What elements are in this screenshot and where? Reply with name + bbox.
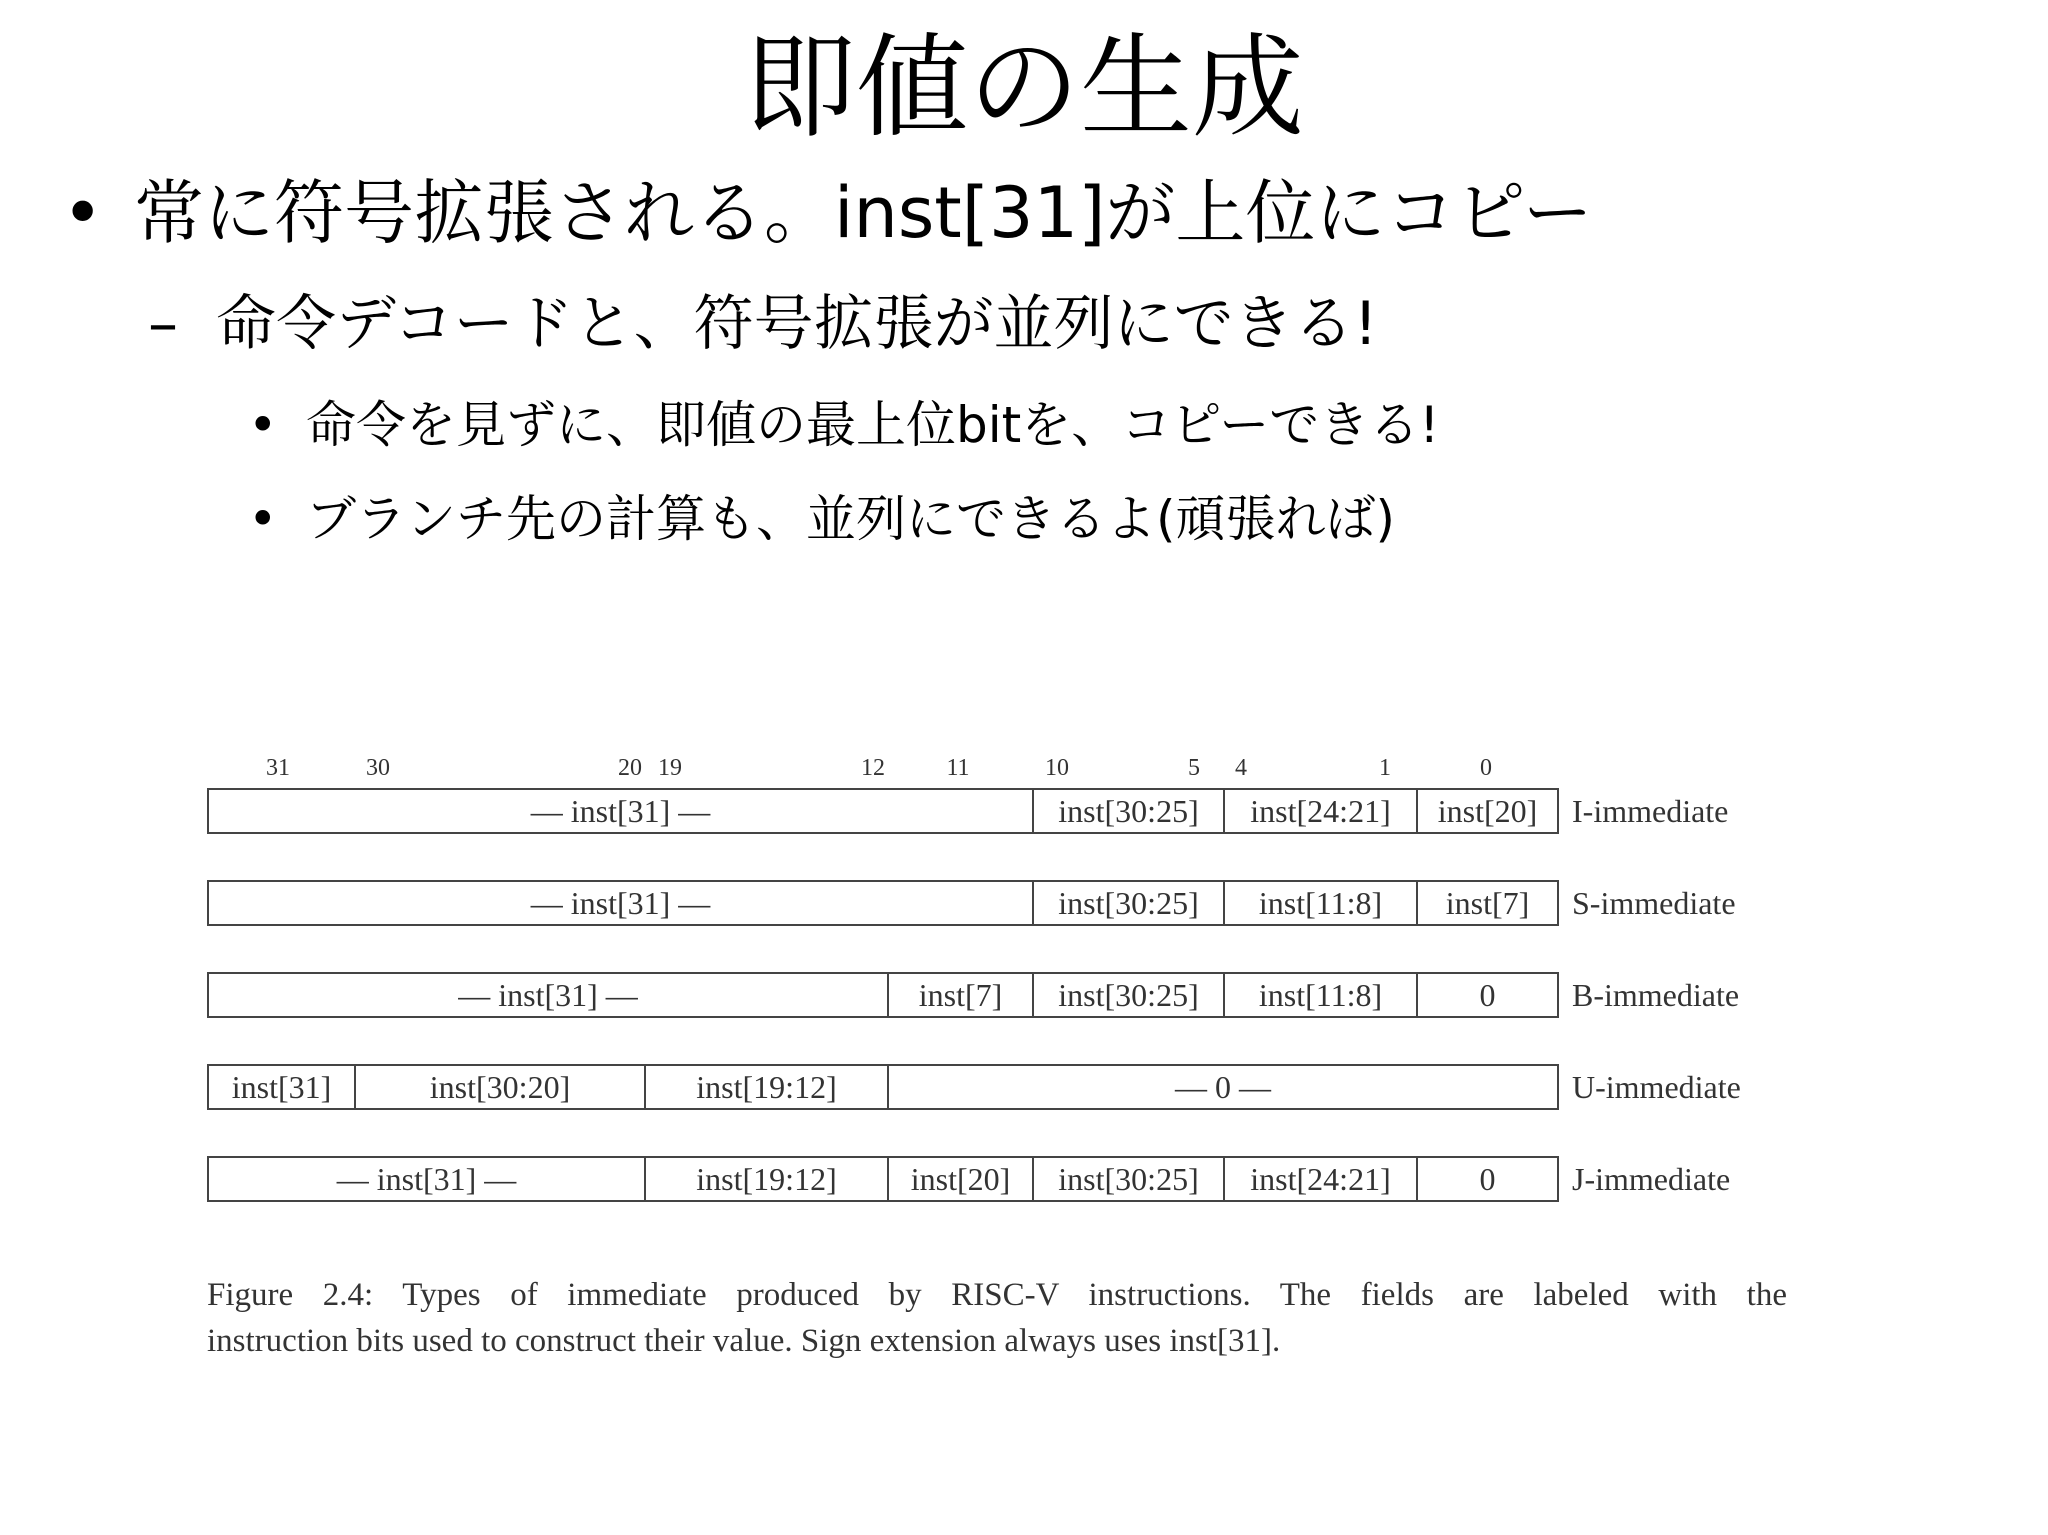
field: inst[24:21] [1223, 1158, 1416, 1200]
i-immediate-row [207, 788, 1559, 834]
b-immediate-row [207, 972, 1559, 1018]
field: — inst[31] — [336, 1161, 517, 1197]
row-label: S-immediate [1572, 885, 1736, 921]
field: inst[30:25] [1032, 974, 1223, 1016]
field: 0 [1416, 974, 1557, 1016]
row-label: I-immediate [1572, 793, 1729, 829]
bullet-marker: • [62, 172, 104, 254]
bit-number: 10 [1045, 755, 1069, 781]
field: — inst[31] — [530, 793, 711, 829]
bit-number: 12 [861, 755, 885, 781]
bullet-text: 命令デコードと、符号拡張が並列にできる! [216, 289, 1378, 359]
field: inst[20] [887, 1158, 1032, 1200]
field: inst[7] [887, 974, 1032, 1016]
field: inst[19:12] [644, 1066, 887, 1108]
bit-number: 20 [618, 755, 642, 781]
bullet-level3 [248, 486, 1395, 552]
bullet-text: 命令を見ずに、即値の最上位bitを、コピーできる! [306, 396, 1440, 454]
bullet-level1 [62, 168, 1593, 258]
slide-title: 即値の生成 [744, 23, 1304, 153]
bullet-marker: • [248, 490, 278, 548]
field: inst[24:21] [1223, 790, 1416, 832]
dash-marker: – [148, 289, 178, 359]
field: inst[30:25] [1032, 882, 1223, 924]
field: inst[31] [231, 1069, 332, 1105]
field: inst[30:25] [1032, 790, 1223, 832]
bit-number: 31 [266, 755, 290, 781]
row-label: J-immediate [1572, 1161, 1731, 1197]
bit-number: 5 [1188, 755, 1200, 781]
u-immediate-row [207, 1064, 1559, 1110]
bullet-level3 [248, 392, 1439, 458]
bit-number: 0 [1480, 755, 1492, 781]
field: inst[19:12] [644, 1158, 887, 1200]
bullet-level2 [148, 285, 1378, 363]
field: 0 [1416, 1158, 1557, 1200]
figure-caption [207, 1272, 1787, 1364]
field: inst[30:25] [1032, 1158, 1223, 1200]
field: — inst[31] — [530, 885, 711, 921]
field: inst[7] [1416, 882, 1557, 924]
bullet-text: 常に符号拡張される。inst[31]が上位にコピー [134, 172, 1593, 254]
caption-line: Figure 2.4: Types of immediate produced by RISC-V instructions. The fields are labeled with the [207, 1277, 1787, 1313]
caption-line: instruction bits used to construct their value. Sign extension always uses inst[31]. [207, 1323, 1281, 1359]
bullet-marker: • [248, 396, 278, 454]
field: inst[11:8] [1223, 882, 1416, 924]
bit-number: 30 [366, 755, 390, 781]
field: inst[30:20] [354, 1066, 644, 1108]
bit-number: 1 [1379, 755, 1391, 781]
field: — inst[31] — [458, 977, 638, 1013]
row-label: U-immediate [1572, 1069, 1741, 1105]
field: inst[20] [1416, 790, 1557, 832]
field: — 0 — [887, 1066, 1557, 1108]
row-label: B-immediate [1572, 977, 1740, 1013]
bit-number: 4 [1235, 755, 1247, 781]
bit-number: 11 [946, 755, 970, 781]
s-immediate-row [207, 880, 1559, 926]
field: inst[11:8] [1223, 974, 1416, 1016]
bit-number: 19 [658, 755, 682, 781]
bullet-text: ブランチ先の計算も、並列にできるよ(頑張れば) [306, 490, 1396, 548]
j-immediate-row [207, 1156, 1559, 1202]
